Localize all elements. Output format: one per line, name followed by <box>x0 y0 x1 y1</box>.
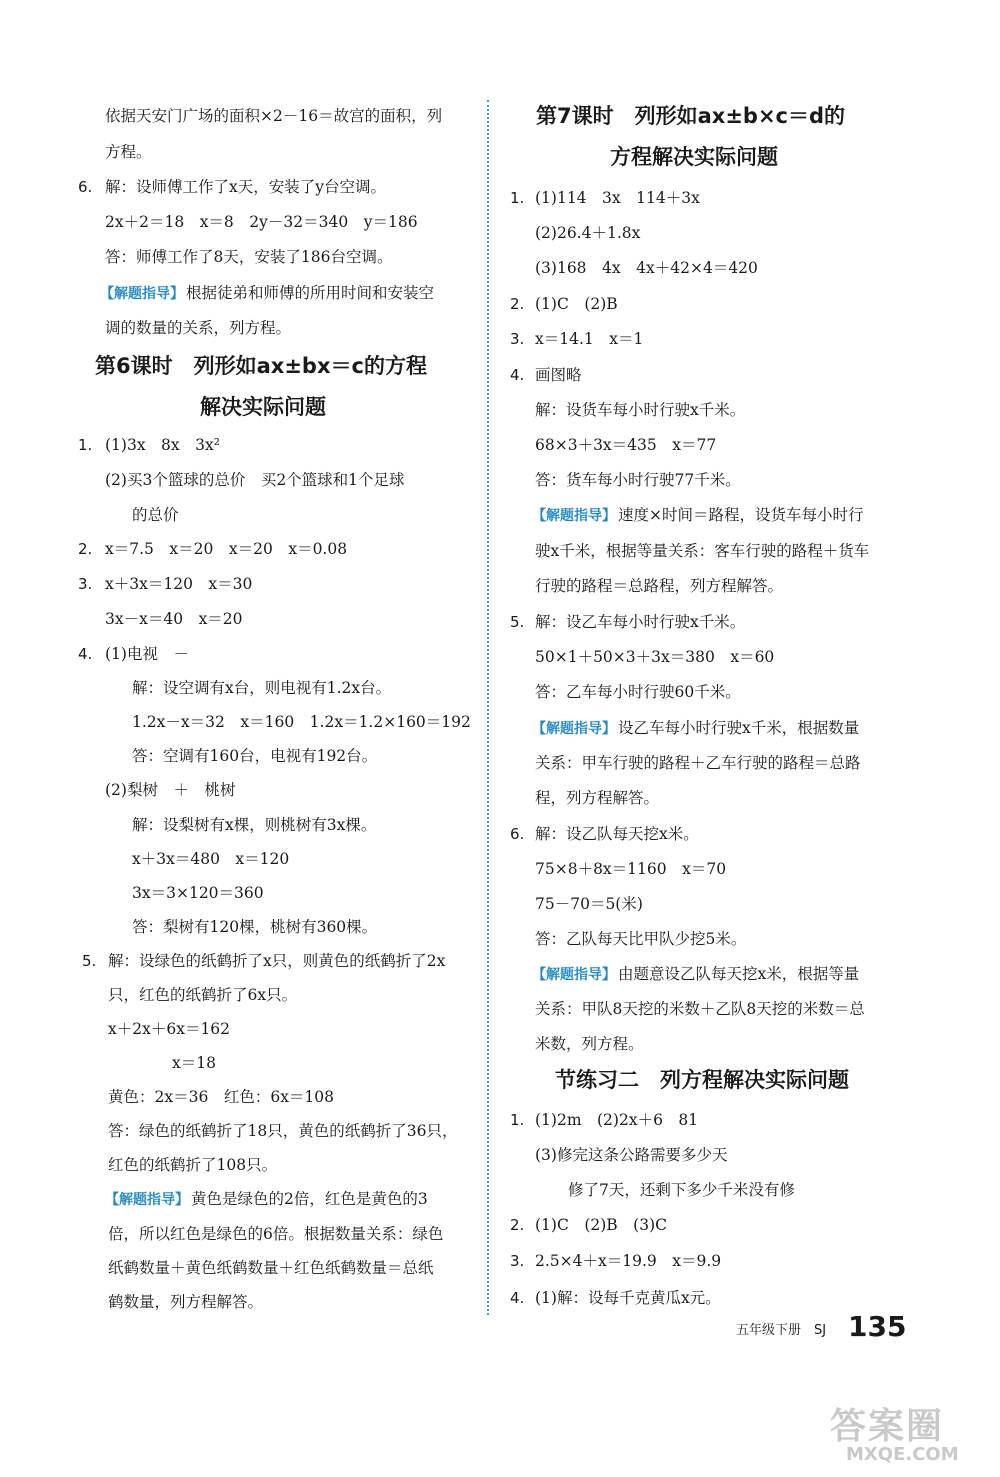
text-line: 红色的纸鹤折了108只。 <box>108 1156 278 1174</box>
text-line: 行驶的路程＝总路程，列方程解答。 <box>535 577 784 595</box>
page-number: 135 <box>848 1310 907 1343</box>
text-line: 倍，所以红色是绿色的6倍。根据数量关系：绿色 <box>108 1225 444 1243</box>
text-line: 答：乙车每小时行驶60千米。 <box>535 683 741 701</box>
text-line: (1)3x 8x 3x² <box>105 436 220 454</box>
text-line: 75×8＋8x＝1160 x＝70 <box>535 860 727 878</box>
guide-text: 速度×时间＝路程，设货车每小时行 <box>618 506 864 524</box>
lesson7-title: 第7课时 列形如ax±b×c＝d的 <box>536 104 846 128</box>
question-number: 6. <box>78 178 93 196</box>
text-line: 方程。 <box>105 143 152 161</box>
question-number: 1. <box>78 436 93 454</box>
text-line: 关系：甲队8天挖的米数＋乙队8天挖的米数＝总 <box>535 1000 865 1018</box>
text-line: 解：设乙车每小时行驶x千米。 <box>535 613 746 631</box>
text-line: 黄色：2x＝36 红色：6x＝108 <box>108 1088 335 1106</box>
text-line: (1)114 3x 114＋3x <box>535 189 700 207</box>
guide-line <box>105 1189 428 1210</box>
question-number: 3. <box>510 330 525 348</box>
guide-tag: 【解题指导】 <box>105 1192 189 1208</box>
watermark <box>830 1398 990 1470</box>
text-line: 答：梨树有120棵，桃树有360棵。 <box>132 918 378 936</box>
section-title: 节练习二 列方程解决实际问题 <box>555 1068 849 1092</box>
guide-tag: 【解题指导】 <box>532 967 616 983</box>
text-line: 答：货车每小时行驶77千米。 <box>535 471 741 489</box>
text-line: 调的数量的关系，列方程。 <box>105 319 292 337</box>
question-number: 4. <box>78 645 93 663</box>
text-line: 2.5×4＋x＝19.9 x＝9.9 <box>535 1252 722 1270</box>
guide-text: 根据徒弟和师傅的所用时间和安装空 <box>186 284 435 302</box>
text-line: 68×3＋3x＝435 x＝77 <box>535 436 717 454</box>
question-number: 6. <box>510 825 525 843</box>
watermark-logo: 答案圈 <box>830 1406 945 1447</box>
guide-text: 黄色是绿色的2倍，红色是黄色的3 <box>191 1190 428 1208</box>
guide-tag: 【解题指导】 <box>100 286 184 302</box>
text-line: 画图略 <box>535 366 582 384</box>
text-line: 解：设货车每小时行驶x千米。 <box>535 401 746 419</box>
question-number: 3. <box>510 1252 525 1270</box>
text-line: 解：设空调有x台，则电视有1.2x台。 <box>132 679 392 697</box>
question-number: 4. <box>510 1289 525 1307</box>
watermark-url: MXQE.COM <box>846 1444 959 1465</box>
text-line: 驶x千米，根据等量关系：客车行驶的路程＋货车 <box>535 542 870 560</box>
question-number: 2. <box>510 1216 525 1234</box>
question-number: 1. <box>510 1111 525 1129</box>
question-number: 2. <box>510 295 525 313</box>
text-line: (1)电视 － <box>105 645 189 663</box>
guide-tag: 【解题指导】 <box>532 721 616 737</box>
guide-line <box>532 964 859 985</box>
text-line: (1)C (2)B <box>535 295 618 313</box>
text-line: (3)修完这条公路需要多少天 <box>535 1146 728 1164</box>
question-number: 5. <box>510 613 525 631</box>
text-line: (1)解：设每千克黄瓜x元。 <box>535 1289 721 1307</box>
text-line: 50×1＋50×3＋3x＝380 x＝60 <box>535 648 775 666</box>
text-line: 75－70＝5(米) <box>535 895 643 913</box>
text-line: 答：绿色的纸鹤折了18只，黄色的纸鹤折了36只， <box>108 1122 458 1140</box>
lesson6-title-line2: 解决实际问题 <box>200 395 326 419</box>
text-line: 3x－x＝40 x＝20 <box>105 610 243 628</box>
guide-line <box>532 505 864 526</box>
text-line: x＝14.1 x＝1 <box>535 330 644 348</box>
guide-tag: 【解题指导】 <box>532 508 616 524</box>
question-number: 3. <box>78 575 93 593</box>
text-line: (2)26.4＋1.8x <box>535 224 641 242</box>
guide-line <box>532 718 859 739</box>
lesson7-title-line2: 方程解决实际问题 <box>610 145 778 169</box>
guide-text: 设乙车每小时行驶x千米，根据数量 <box>618 719 860 737</box>
question-number: 5. <box>82 952 97 970</box>
text-line: 修了7天，还剩下多少千米没有修 <box>568 1181 795 1199</box>
text-line: 3x＝3×120＝360 <box>132 884 264 902</box>
text-line: 解：设师傅工作了x天，安装了y台空调。 <box>105 178 386 196</box>
text-line: 答：空调有160台，电视有192台。 <box>132 747 378 765</box>
text-line: 2x＋2＝18 x＝8 2y－32＝340 y＝186 <box>105 213 418 231</box>
text-line: x＝7.5 x＝20 x＝20 x＝0.08 <box>105 540 348 558</box>
text-line: 米数，列方程。 <box>535 1035 644 1053</box>
text-line: x＋2x＋6x＝162 <box>108 1020 231 1038</box>
question-number: 2. <box>78 540 93 558</box>
question-number: 4. <box>510 366 525 384</box>
text-line: 解：设乙队每天挖x米。 <box>535 825 699 843</box>
text-line: 1.2x－x＝32 x＝160 1.2x＝1.2×160＝192 <box>132 713 471 731</box>
text-line: (1)C (2)B (3)C <box>535 1216 667 1234</box>
text-line: (2)梨树 ＋ 桃树 <box>105 781 236 799</box>
text-line: 程，列方程解答。 <box>535 789 660 807</box>
text-line: 纸鹤数量＋黄色纸鹤数量＋红色纸鹤数量＝总纸 <box>108 1259 434 1277</box>
text-line: 解：设梨树有x棵，则桃树有3x棵。 <box>132 816 377 834</box>
text-line: 只，红色的纸鹤折了6x只。 <box>108 986 298 1004</box>
text-line: (1)2m (2)2x＋6 81 <box>535 1111 699 1129</box>
text-line: 关系：甲车行驶的路程＋乙车行驶的路程＝总路 <box>535 754 861 772</box>
guide-text: 由题意设乙队每天挖x米，根据等量 <box>618 965 860 983</box>
guide-line <box>100 283 434 304</box>
text-line: (2)买3个篮球的总价 买2个篮球和1个足球 <box>105 471 405 489</box>
question-number: 1. <box>510 189 525 207</box>
text-line: 答：乙队每天比甲队少挖5米。 <box>535 930 747 948</box>
text-line: (3)168 4x 4x＋42×4＝420 <box>535 259 758 277</box>
lesson6-title: 第6课时 列形如ax±bx＝c的方程 <box>95 354 427 378</box>
footer-grade: 五年级下册 SJ <box>736 1323 827 1338</box>
text-line: 鹤数量，列方程解答。 <box>108 1293 264 1311</box>
text-line: 答：师傅工作了8天，安装了186台空调。 <box>105 248 393 266</box>
text-line: 依据天安门广场的面积×2－16＝故宫的面积，列 <box>105 107 443 125</box>
text-line: 解：设绿色的纸鹤折了x只，则黄色的纸鹤折了2x <box>108 952 446 970</box>
text-line: x＋3x＝120 x＝30 <box>105 575 253 593</box>
text-line: 的总价 <box>132 506 179 524</box>
column-divider <box>487 100 489 1315</box>
text-line: x＝18 <box>172 1054 216 1072</box>
text-line: x＋3x＝480 x＝120 <box>132 850 290 868</box>
